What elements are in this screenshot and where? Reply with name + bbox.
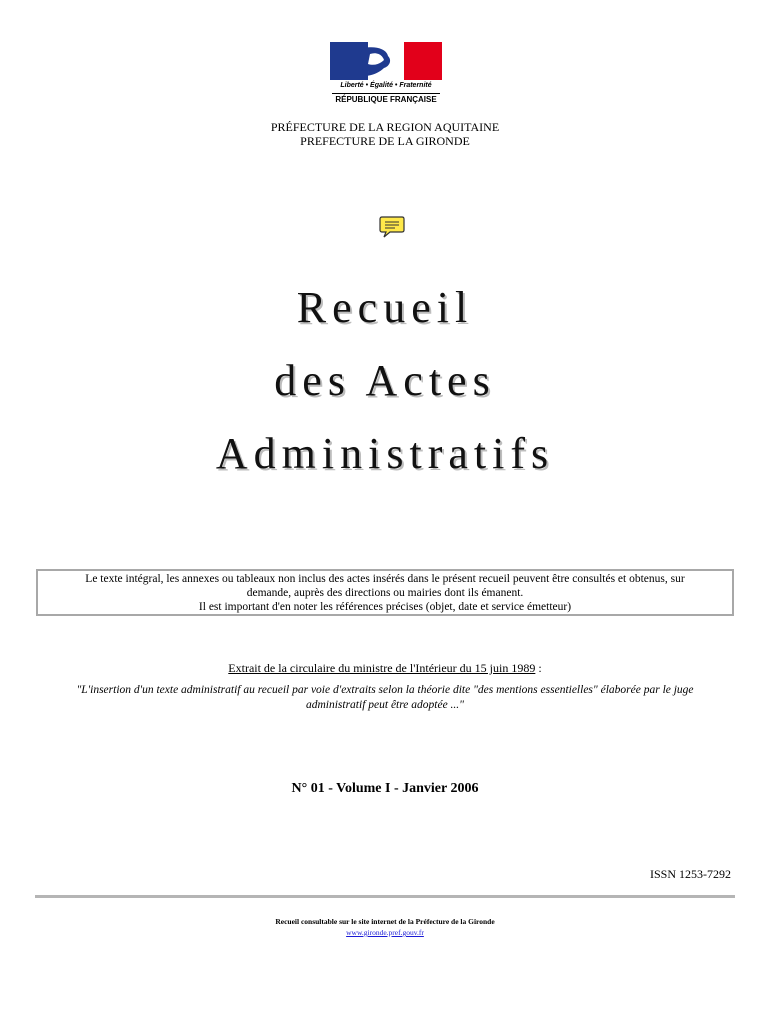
logo-divider — [332, 93, 440, 94]
quote-line-1: "L'insertion d'un texte administratif au recueil par voie d'extraits selon la théorie dite "des mentions essentielles" élaborée par le juge — [76, 684, 694, 696]
extract-quote — [30, 683, 740, 713]
extract-suffix: : — [535, 661, 542, 675]
quote-line-2: administratif peut être adoptée ..." — [305, 699, 465, 711]
footer — [0, 916, 770, 938]
marianne-flag-icon — [330, 42, 442, 80]
prefecture-gironde: PREFECTURE DE LA GIRONDE — [300, 134, 470, 148]
prefecture-header — [0, 120, 770, 148]
footer-text: Recueil consultable sur le site internet de la Préfecture de la Gironde — [275, 917, 495, 926]
logo-republique-label: RÉPUBLIQUE FRANÇAISE — [335, 95, 437, 104]
issue-number: N° 01 - Volume I - Janvier 2006 — [291, 781, 479, 796]
title-recueil: Recueil — [296, 283, 474, 332]
republique-francaise-logo — [330, 42, 442, 106]
issn: ISSN 1253-7292 — [649, 867, 731, 881]
comment-icon[interactable] — [379, 215, 405, 239]
notice-box — [36, 569, 734, 616]
notice-line-3: Il est important d'en noter les références précises (objet, date et service émetteur) — [198, 600, 572, 613]
logo-motto: Liberté • Égalité • Fraternité — [340, 82, 432, 89]
notice-line-2: demande, auprès des directions ou mairies dont ils émanent. — [246, 586, 524, 599]
title-administratifs: Administratifs — [215, 429, 555, 478]
extract-title: Extrait de la circulaire du ministre de l'Intérieur du 15 juin 1989 — [228, 661, 536, 675]
prefecture-region: PRÉFECTURE DE LA REGION AQUITAINE — [270, 120, 500, 134]
extract-heading — [0, 661, 770, 676]
footer-divider — [35, 895, 735, 898]
footer-website-link[interactable]: www.gironde.pref.gouv.fr — [346, 928, 424, 937]
notice-line-1: Le texte intégral, les annexes ou tableaux non inclus des actes insérés dans le présent recueil peuvent être consultés et obtenus, sur — [85, 572, 685, 585]
title-des-actes: des Actes — [274, 356, 496, 405]
